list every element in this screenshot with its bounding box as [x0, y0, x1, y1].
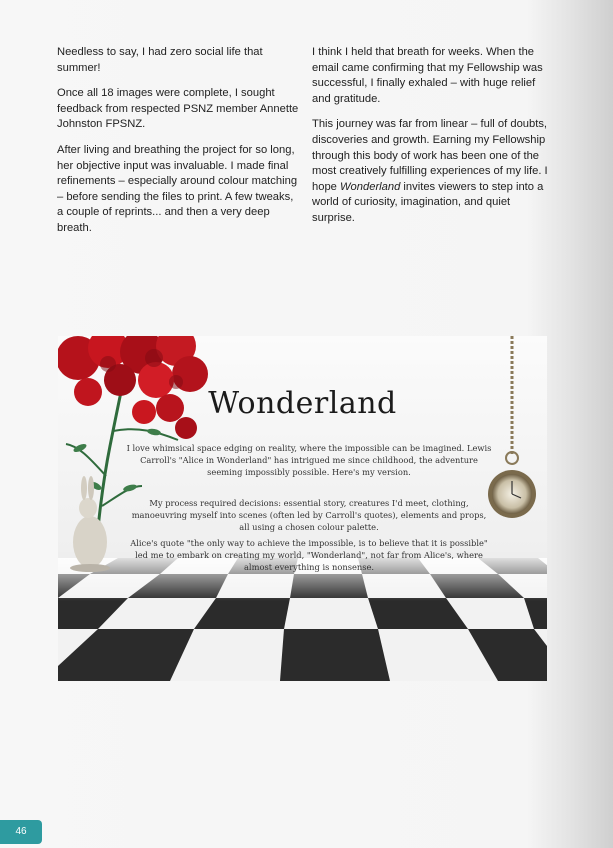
right-text-column	[312, 45, 554, 237]
artwork-title: Wonderland	[208, 386, 397, 421]
left-paragraph-3: After living and breathing the project for so long, her objective input was invaluable. I made final refinements – especially around colour matching – before sending the files to print. A few tweaks, a couple of reprints... and then a very deep breath.	[57, 143, 298, 234]
page-number: 46	[15, 826, 27, 837]
left-paragraph-1: Needless to say, I had zero social life that summer!	[57, 46, 263, 74]
wonderland-italic: Wonderland	[340, 180, 401, 193]
checkerboard-floor	[58, 558, 547, 681]
artwork-statement-3: Alice's quote "the only way to achieve the impossible, is to believe that it is possible" led me to embark on creating my world, "Wonderland", not far from Alice's, where almost everything is nonsense.	[130, 538, 488, 572]
wonderland-artwork	[58, 336, 547, 681]
right-paragraph-2	[312, 117, 554, 226]
right-paragraph-2-start: This journey was far from linear – full of doubts, discoveries and growth. Earning my Fellowship through this body of work has been one of the most creatively fulfilling experiences of my life. I hope	[312, 118, 548, 193]
artwork-statement-2: My process required decisions: essential story, creatures I'd meet, clothing, manoeuvring myself into scenes (often led by Carroll's quotes), elements and props, all using a chosen colour palette.	[131, 498, 487, 532]
artwork-statement-1: I love whimsical space edging on reality, where the impossible can be imagined. Lewis Carroll's "Alice in Wonderland" has intrigued me since childhood, the adventure seeming impossibly possible. Here's my version.	[126, 443, 492, 477]
left-paragraph-2: Once all 18 images were complete, I sought feedback from respected PSNZ member Annette Johnston FPSNZ.	[57, 87, 299, 131]
page-number-tab	[0, 820, 42, 844]
left-text-column	[57, 45, 299, 247]
right-paragraph-2-end: invites viewers to step into a world of curiosity, imagination, and quiet surprise.	[312, 180, 544, 224]
right-paragraph-1: I think I held that breath for weeks. When the email came confirming that my Fellowship was successful, I finally exhaled – with huge relief and gratitude.	[312, 46, 543, 105]
